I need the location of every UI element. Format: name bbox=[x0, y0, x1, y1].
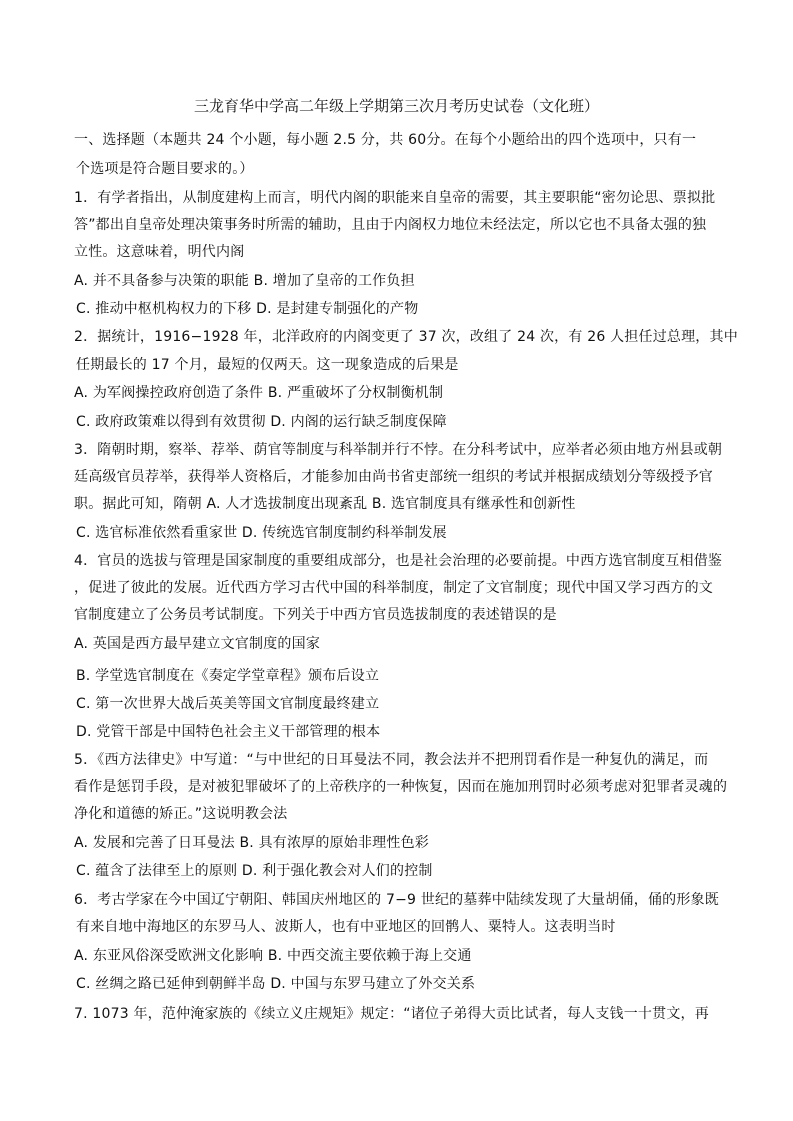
q6-options-ab: A. 东亚风俗深受欧洲文化影响 B. 中西交流主要依赖于海上交通 bbox=[74, 948, 472, 964]
section-instruction: 一、选择题（本题共 24 个小题，每小题 2.5 分，共 60分。在每个小题给出的四个选项中，只有一 bbox=[74, 132, 697, 148]
q5-stem: 5．《西方法律史》中写道：“与中世纪的日耳曼法不同，教会法并不把刑罚看作是一种复仇的满足，而 bbox=[74, 752, 709, 768]
q5-stem-cont: 净化和道德的矫正。”这说明教会法 bbox=[74, 806, 288, 822]
q4-option-b: B. 学堂选官制度在《奏定学堂章程》颁布后设立 bbox=[76, 668, 380, 684]
page-title: 三龙育华中学高二年级上学期第三次月考历史试卷（文化班） bbox=[193, 97, 599, 115]
q4-stem-cont: 官制度建立了公务员考试制度。下列关于中西方官员选拔制度的表述错误的是 bbox=[74, 607, 557, 623]
q1-stem: 1．有学者指出，从制度建构上而言，明代内阁的职能来自皇帝的需要，其主要职能“密勿论思、票拟批 bbox=[74, 190, 716, 206]
q3-stem: 3．隋朝时期，察举、荐举、荫官等制度与科举制并行不悖。在分科考试中，应举者必须由地方州县或朝 bbox=[74, 442, 723, 458]
q1-options-cd: C. 推动中枢机构权力的下移 D. 是封建专制强化的产物 bbox=[76, 301, 419, 317]
q2-options-cd: C. 政府政策难以得到有效贯彻 D. 内阁的运行缺乏制度保障 bbox=[76, 414, 447, 430]
q1-options-ab: A. 并不具备参与决策的职能 B. 增加了皇帝的工作负担 bbox=[74, 273, 415, 289]
section-instruction-cont: 个选项是符合题目要求的。） bbox=[76, 161, 254, 177]
q6-stem: 6．考古学家在今中国辽宁朝阳、韩国庆州地区的 7−9 世纪的墓葬中陆续发现了大量胡俑，俑的形象既 bbox=[74, 892, 719, 908]
q3-stem-cont: 廷高级官员荐举，获得举人资格后，才能参加由尚书省吏部统一组织的考试并根据成绩划分等级授予官 bbox=[74, 469, 713, 485]
q4-option-c: C. 第一次世界大战后英美等国文官制度最终建立 bbox=[76, 696, 380, 712]
q6-stem-cont: 有来自地中海地区的东罗马人、波斯人，也有中亚地区的回鹘人、粟特人。这表明当时 bbox=[76, 919, 616, 935]
q7-stem: 7. 1073 年，范仲淹家族的《续立义庄规矩》规定：“诸位子弟得大贡比试者，每人支钱一十贯文，再 bbox=[74, 1006, 709, 1022]
q5-options-cd: C. 蕴含了法律至上的原则 D. 利于强化教会对人们的控制 bbox=[76, 863, 433, 879]
q2-stem: 2．据统计，1916−1928 年，北洋政府的内阁变更了 37 次，改组了 24 次，有 26 人担任过总理，其中 bbox=[74, 329, 738, 345]
q6-options-cd: C. 丝绸之路已延伸到朝鲜半岛 D. 中国与东罗马建立了外交关系 bbox=[76, 976, 476, 992]
q4-stem: 4．官员的选拔与管理是国家制度的重要组成部分，也是社会治理的必要前提。中西方选官制度互相借鉴 bbox=[74, 553, 723, 569]
q2-stem-cont: 任期最长的 17 个月，最短的仅两天。这一现象造成的后果是 bbox=[76, 357, 459, 373]
q5-options-ab: A. 发展和完善了日耳曼法 B. 具有浓厚的原始非理性色彩 bbox=[74, 835, 429, 851]
q4-option-a: A. 英国是西方最早建立文官制度的国家 bbox=[74, 636, 321, 652]
q5-stem-cont: 看作是惩罚手段，是对被犯罪破坏了的上帝秩序的一种恢复，因而在施加刑罚时必须考虑对犯罪者灵魂的 bbox=[74, 779, 728, 795]
q2-options-ab: A. 为军阀操控政府创造了条件 B. 严重破坏了分权制衡机制 bbox=[74, 385, 444, 401]
q3-options-cd: C. 选官标准依然看重家世 D. 传统选官制度制约科举制发展 bbox=[76, 525, 447, 541]
q1-stem-cont: 立性。这意味着，明代内阁 bbox=[74, 244, 245, 260]
q3-stem-options-ab: 职。据此可知，隋朝 A. 人才选拔制度出现紊乱 B. 选官制度具有继承性和创新性 bbox=[74, 496, 576, 512]
q4-option-d: D. 党管干部是中国特色社会主义干部管理的根本 bbox=[76, 724, 381, 740]
q4-stem-cont: ，促进了彼此的发展。近代西方学习古代中国的科举制度，制定了文官制度；现代中国又学习西方的文 bbox=[74, 580, 713, 596]
q1-stem-cont: 答”都出自皇帝处理决策事务时所需的辅助，且由于内阁权力地位未经法定，所以它也不具备太强的独 bbox=[74, 217, 707, 233]
